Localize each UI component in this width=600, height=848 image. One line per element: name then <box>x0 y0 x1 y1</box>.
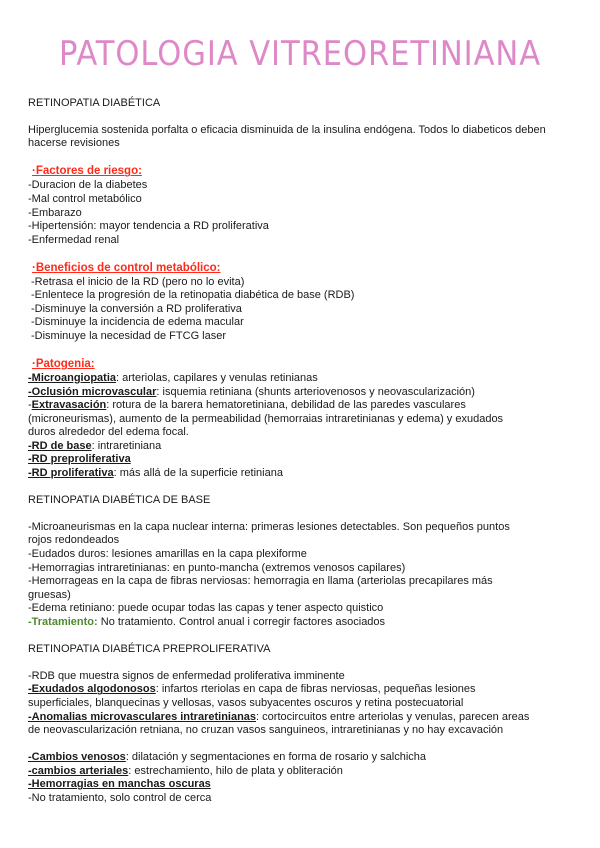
key-term: -RD proliferativa <box>28 467 114 480</box>
text-line <box>28 683 588 697</box>
blank-line <box>28 508 588 521</box>
text-span: RETINOPATIA DIABÉTICA PREPROLIFERATIVA <box>28 642 271 655</box>
text-span: -Enfermedad renal <box>28 233 120 246</box>
text-line <box>28 179 588 193</box>
text-line <box>28 440 588 454</box>
section-subheading <box>28 164 588 179</box>
text-span: -Mal control metabólico <box>28 192 142 205</box>
key-term: -RD de base <box>28 439 92 452</box>
text-line <box>28 467 588 481</box>
text-span: -Embarazo <box>28 206 82 219</box>
blank-line <box>28 656 588 669</box>
text-span: -No tratamiento, solo control de cerca <box>28 791 212 804</box>
text-line <box>28 372 588 386</box>
text-line <box>28 562 588 576</box>
key-term: -cambios arteriales <box>28 764 129 777</box>
text-span: superficiales, blanquecinas y vellosas, vasos subyacentes oscuros y retina postecuatorial <box>28 696 464 709</box>
text-line <box>28 575 588 589</box>
section-subheading <box>28 357 588 372</box>
text-line <box>28 234 588 248</box>
text-span: -Enlentece la progresión de la retinopatia diabética de base (RDB) <box>31 289 355 302</box>
text-line <box>28 97 588 111</box>
key-term: -Oclusión microvascular <box>28 385 157 398</box>
text-span: ·Factores de riesgo: <box>32 165 142 178</box>
text-line <box>28 276 588 290</box>
text-span: ·Beneficios de control metabólico: <box>32 261 221 274</box>
treatment-label: -Tratamiento: <box>28 616 98 628</box>
text-span: RETINOPATIA DIABÉTICA DE BASE <box>28 493 211 506</box>
key-term: -Microangiopatia <box>28 371 117 384</box>
text-line <box>28 534 588 548</box>
text-line <box>28 724 588 738</box>
section-subheading <box>28 261 588 276</box>
blank-line <box>28 481 588 494</box>
text-span: rojos redondeados <box>28 534 120 547</box>
text-line <box>28 316 588 330</box>
key-term: Extravasación <box>31 399 107 412</box>
text-span: -Disminuye la conversión a RD proliferativa <box>31 302 242 315</box>
key-term: -Anomalias microvasculares intraretinianas <box>28 710 257 723</box>
document-title: PATOLOGIA VITREORETINIANA <box>58 34 542 74</box>
text-span: -Disminuye la necesidad de FTCG laser <box>31 330 227 343</box>
text-line <box>28 303 588 317</box>
text-span: -Edema retiniano: puede ocupar todas las capas y tener aspecto quistico <box>28 602 384 615</box>
text-line <box>28 602 588 616</box>
text-line <box>28 330 588 344</box>
blank-line <box>28 151 588 164</box>
text-span: RETINOPATIA DIABÉTICA <box>28 97 161 109</box>
text-line <box>28 386 588 400</box>
text-span: -Disminuye la incidencia de edema macular <box>31 316 244 329</box>
blank-line <box>28 111 588 124</box>
key-term: -Exudados algodonosos <box>28 683 156 696</box>
text-span: gruesas) <box>28 588 71 601</box>
text-span: : dilatación y segmentaciones en forma de rosario y salchicha <box>125 751 427 764</box>
text-span: : intraretiniana <box>91 439 162 452</box>
document-body <box>28 97 588 805</box>
text-line <box>28 207 588 221</box>
text-line <box>28 193 588 207</box>
text-span: : cortocircuitos entre arteriolas y venulas, parecen areas <box>256 710 530 723</box>
text-span: -Microaneurismas en la capa nuclear interna: primeras lesiones detectables. Son pequeños puntos <box>28 520 510 533</box>
text-line <box>28 765 588 779</box>
text-line <box>28 778 588 792</box>
text-span: -RDB que muestra signos de enfermedad proliferativa imminente <box>28 669 345 682</box>
text-line <box>28 548 588 562</box>
text-line <box>28 453 588 467</box>
key-term: -Cambios venosos <box>28 751 126 764</box>
text-span: -Retrasa el inicio de la RD (pero no lo evita) <box>31 275 245 288</box>
text-line <box>28 751 588 765</box>
text-line <box>28 589 588 603</box>
text-line <box>28 494 588 508</box>
text-span: : estrechamiento, hilo de plata y obliteración <box>128 764 343 777</box>
key-term: -Hemorragias en manchas oscuras <box>28 778 211 791</box>
text-span: : rotura de la barera hematoretiniana, debilidad de las paredes vasculares <box>106 399 466 412</box>
text-span: : más allá de la superficie retiniana <box>113 467 283 480</box>
blank-line <box>28 630 588 643</box>
text-span: Hiperglucemia sostenida porfalta o eficacia disminuida de la insulina endógena. Todos lo diabeticos deben <box>28 123 546 136</box>
text-line <box>28 289 588 303</box>
text-span: hacerse revisiones <box>28 137 120 150</box>
text-line <box>28 399 588 413</box>
text-line <box>28 643 588 657</box>
text-line <box>28 616 588 630</box>
text-line <box>28 670 588 684</box>
text-line <box>28 711 588 725</box>
blank-line <box>28 738 588 751</box>
text-line <box>28 792 588 806</box>
text-span: -Duracion de la diabetes <box>28 179 148 192</box>
text-span: -Hemorrageas en la capa de fibras nerviosas: hemorragia en llama (arteriolas precapilares más <box>28 575 493 588</box>
text-span: (microneurismas), aumento de la permeabilidad (hemorraias intraretinianas y edema) y exudados <box>28 412 504 425</box>
key-term: -RD preproliferativa <box>28 453 131 466</box>
text-span: -Hipertensión: mayor tendencia a RD proliferativa <box>28 220 269 233</box>
text-line <box>28 697 588 711</box>
text-span: de neovascularización retniana, no cruzan vasos sanguineos, intraretinianas y no hay excavación <box>28 724 504 737</box>
blank-line <box>28 247 588 260</box>
text-span: : isquemia retiniana (shunts arteriovenosos y neovascularización) <box>156 385 475 398</box>
text-span: No tratamiento. Control anual i corregir factores asociados <box>97 616 386 628</box>
text-span: -Eudados duros: lesiones amarillas en la capa plexiforme <box>28 548 307 561</box>
text-span: -Hemorragias intraretinianas: en punto-mancha (extremos venosos capilares) <box>28 561 406 574</box>
text-line <box>28 426 588 440</box>
text-span: - <box>28 399 32 412</box>
text-span: : arteriolas, capilares y venulas retinianas <box>116 371 318 384</box>
text-line <box>28 413 588 427</box>
text-line <box>28 124 588 138</box>
text-line <box>28 220 588 234</box>
text-span: duros alrededor del edema focal. <box>28 426 189 439</box>
text-span: : infartos rteriolas en capa de fibras nerviosas, pequeñas lesiones <box>155 683 476 696</box>
text-line <box>28 521 588 535</box>
text-line <box>28 137 588 151</box>
text-span: ·Patogenia: <box>32 357 95 370</box>
blank-line <box>28 344 588 357</box>
